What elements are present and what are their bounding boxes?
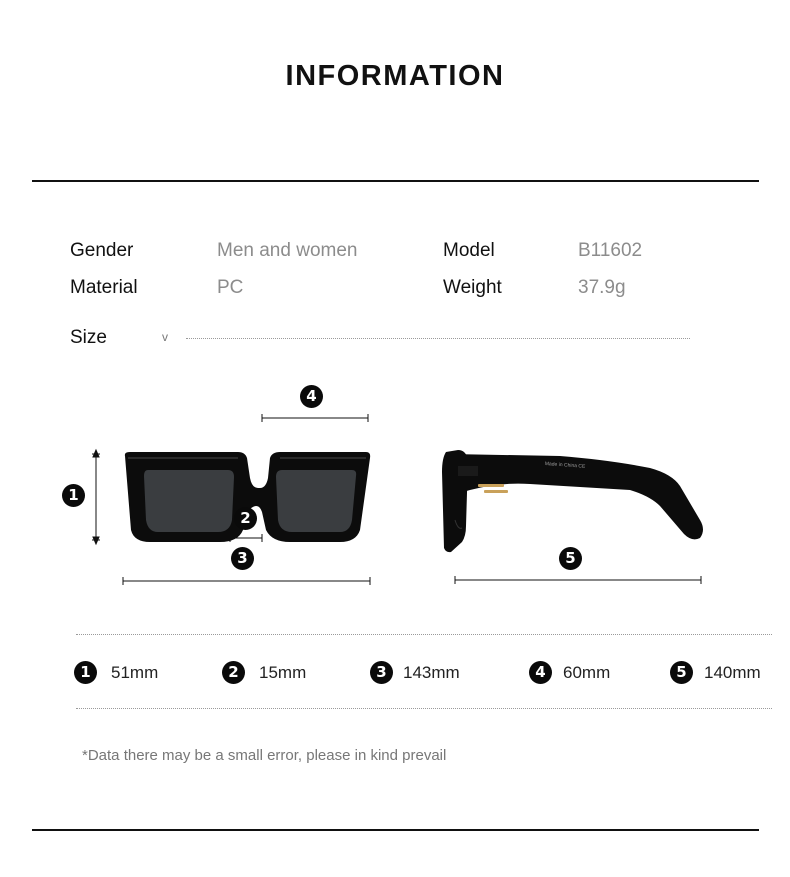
diagram-marker-2: 2	[234, 507, 257, 530]
dimension-line-5	[455, 576, 701, 584]
disclaimer-note: *Data there may be a small error, please in kind prevail	[82, 747, 447, 764]
size-label: Size	[70, 327, 107, 348]
gender-value: Men and women	[217, 240, 358, 261]
dimension-line-4	[262, 414, 368, 422]
measurement-number-1: 1	[74, 661, 97, 684]
diagram-marker-4: 4	[300, 385, 323, 408]
weight-label: Weight	[443, 277, 502, 298]
diagram-marker-3: 3	[231, 547, 254, 570]
diagram-marker-1: 1	[62, 484, 85, 507]
diagram-marker-5: 5	[559, 547, 582, 570]
chevron-down-icon: v	[162, 330, 168, 344]
material-value: PC	[217, 277, 244, 298]
model-label: Model	[443, 240, 495, 261]
weight-value: 37.9g	[578, 277, 626, 298]
measurement-number-3: 3	[370, 661, 393, 684]
measurement-value-1: 51mm	[111, 663, 159, 682]
measurements-top-dotted-line	[76, 634, 772, 635]
measurement-number-5: 5	[670, 661, 693, 684]
measurement-value-2: 15mm	[259, 663, 307, 682]
gender-label: Gender	[70, 240, 134, 261]
measurement-value-3: 143mm	[403, 663, 460, 682]
measurements-bottom-dotted-line	[76, 708, 772, 709]
page-title: INFORMATION	[285, 60, 505, 92]
bottom-divider	[32, 829, 759, 831]
material-label: Material	[70, 277, 138, 298]
dimension-line-3	[123, 577, 370, 585]
measurement-number-4: 4	[529, 661, 552, 684]
measurement-value-4: 60mm	[563, 663, 611, 682]
measurement-value-5: 140mm	[704, 663, 761, 682]
temple-print: Made in China CE	[544, 461, 586, 470]
model-value: B11602	[578, 240, 643, 261]
dimension-line-1	[92, 450, 100, 544]
measurement-number-2: 2	[222, 661, 245, 684]
